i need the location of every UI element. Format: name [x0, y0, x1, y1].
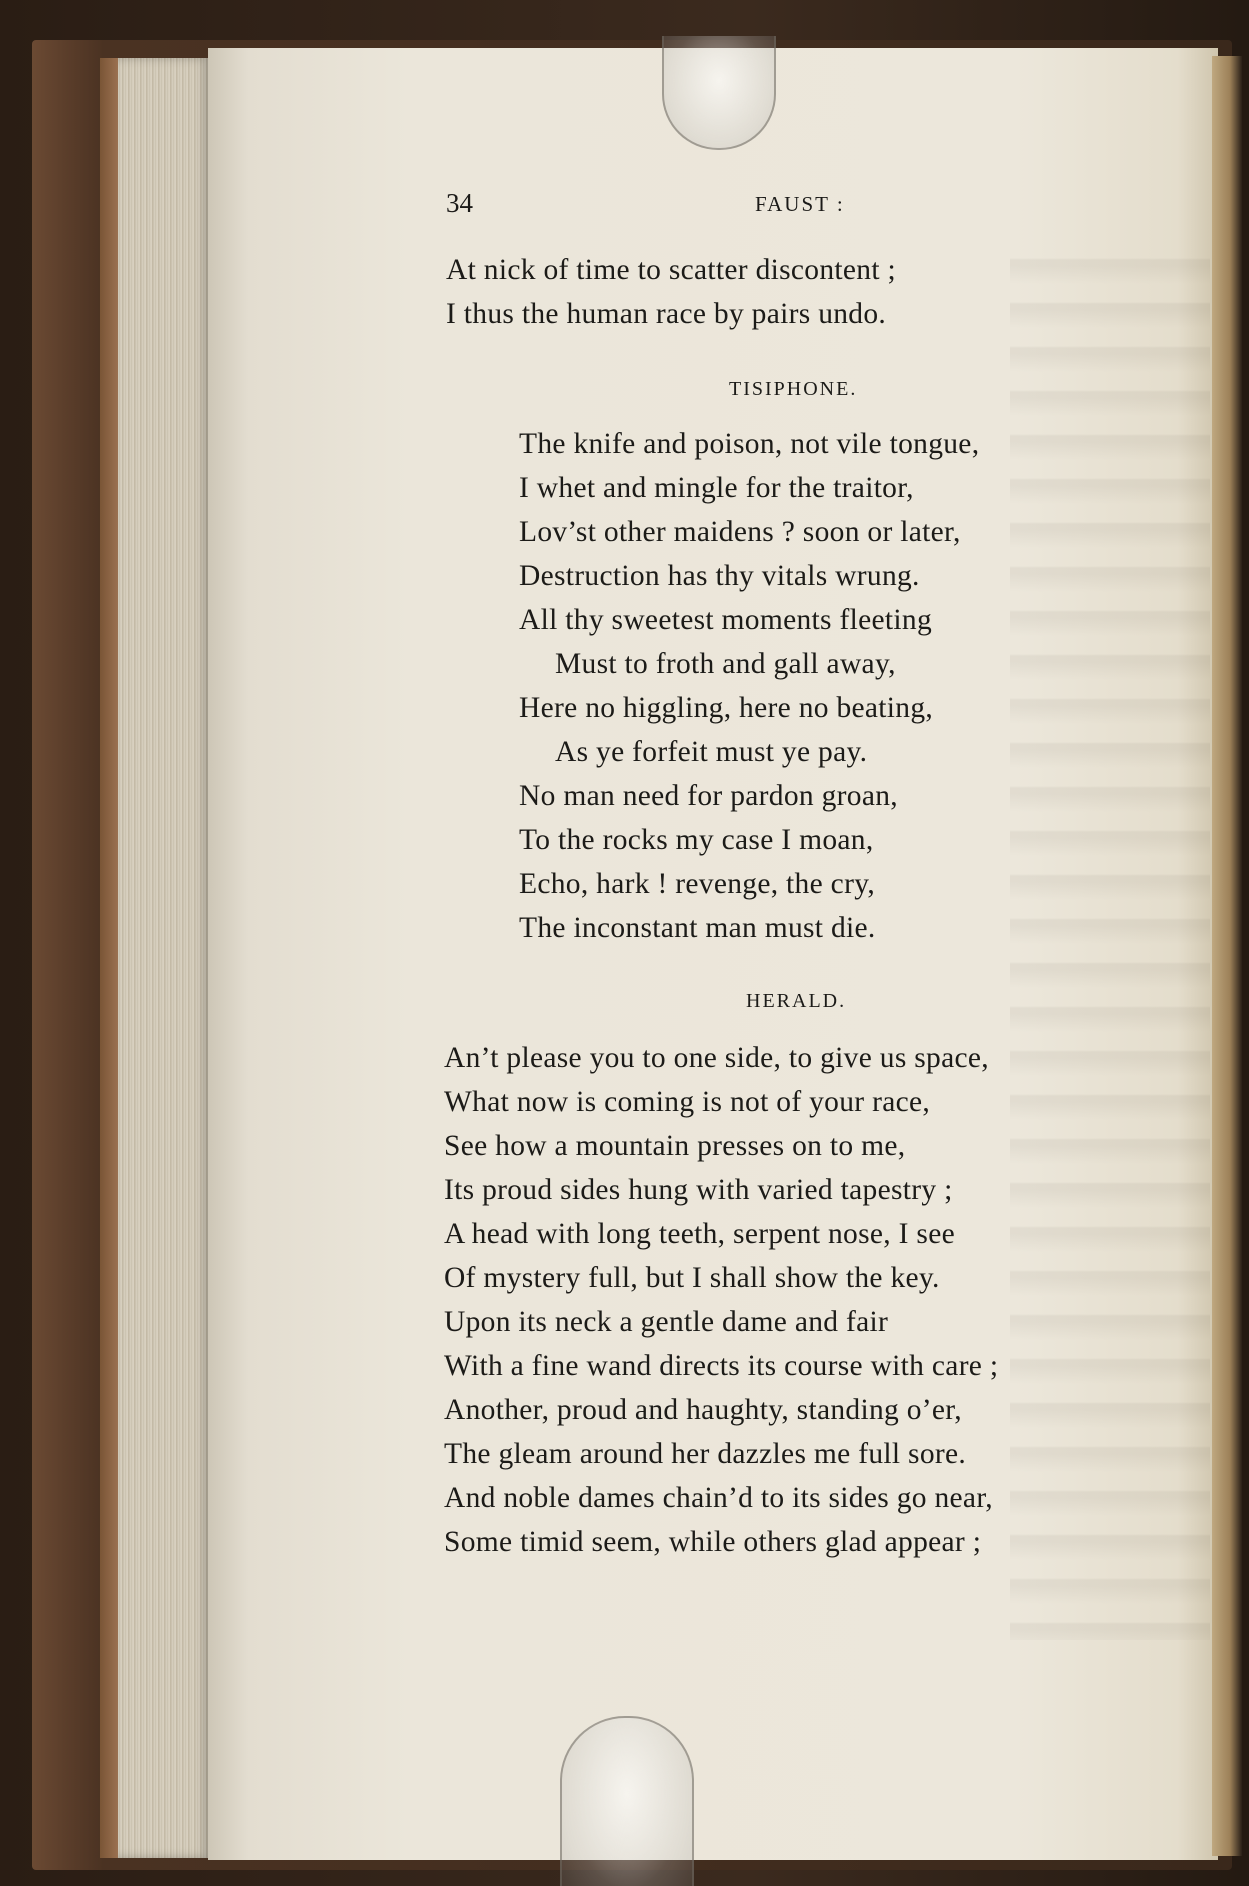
verse-line: All thy sweetest moments fleeting [519, 604, 932, 636]
verse-line: An’t please you to one side, to give us space, [444, 1042, 989, 1074]
running-title: FAUST : [755, 192, 845, 216]
speaker-heading: HERALD. [746, 990, 847, 1012]
speaker-heading: TISIPHONE. [729, 378, 858, 400]
facing-page-edge [1212, 56, 1242, 1856]
verse-line: Another, proud and haughty, standing o’er, [444, 1394, 962, 1426]
verse-line: To the rocks my case I moan, [519, 824, 874, 856]
page-clip-top [662, 36, 776, 150]
verse-line: Of mystery full, but I shall show the key. [444, 1262, 940, 1294]
verse-line: The knife and poison, not vile tongue, [519, 428, 980, 460]
verse-line: A head with long teeth, serpent nose, I see [444, 1218, 955, 1250]
verse-line: No man need for pardon groan, [519, 780, 898, 812]
verse-line: I whet and mingle for the traitor, [519, 472, 914, 504]
verse-line: Echo, hark ! revenge, the cry, [519, 868, 875, 900]
verse-line: Upon its neck a gentle dame and fair [444, 1306, 889, 1338]
verse-line: What now is coming is not of your race, [444, 1086, 931, 1118]
page-edges [118, 58, 210, 1858]
verse-line: Must to froth and gall away, [555, 648, 896, 680]
verse-line: As ye forfeit must ye pay. [555, 736, 868, 768]
verse-line: Lov’st other maidens ? soon or later, [519, 516, 961, 548]
page-header [446, 188, 986, 228]
page-number: 34 [446, 188, 473, 218]
verse-line: With a fine wand directs its course with care ; [444, 1350, 999, 1382]
verse-line: And noble dames chain’d to its sides go near, [444, 1482, 993, 1514]
verse-line: Here no higgling, here no beating, [519, 692, 934, 724]
verse-line: Its proud sides hung with varied tapestry ; [444, 1174, 953, 1206]
verse-line: At nick of time to scatter discontent ; [446, 254, 896, 286]
show-through-text [1010, 240, 1210, 1640]
verse-line: I thus the human race by pairs undo. [446, 298, 887, 330]
verse-line: The gleam around her dazzles me full sore. [444, 1438, 967, 1470]
verse-line: See how a mountain presses on to me, [444, 1130, 906, 1162]
verse-line: Destruction has thy vitals wrung. [519, 560, 920, 592]
verse-line: The inconstant man must die. [519, 912, 876, 944]
page-clip-bottom [560, 1716, 694, 1886]
verse-line: Some timid seem, while others glad appear ; [444, 1526, 982, 1558]
